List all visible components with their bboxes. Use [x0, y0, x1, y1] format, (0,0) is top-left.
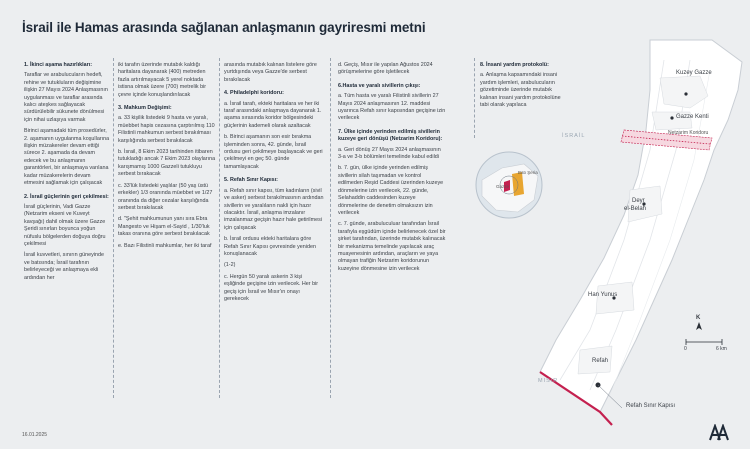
column-separator — [330, 58, 331, 398]
map-label-kuzey-gazze: Kuzey Gazze — [676, 70, 712, 76]
paragraph: c. 33'lük listedeki yaşlılar (50 yaş üstü erkekler) 1/3 oranında müebbet ve 1/27 oranında da diğer cezalar karşılığında serbest bırakılacak — [118, 182, 213, 211]
paragraph: b. Birinci aşamanın son esir bırakma işleminden sonra, 42. günde, İsrail ordusu geri çekilmeye başlayacak ve geri çekilmeyi en geç 50. günde tamamlayacak — [224, 134, 323, 170]
paragraph: a. Geri dönüş 27 Mayıs 2024 anlaşmasının 3-a ve 3-b bölümleri temelinde kabul edildi — [338, 146, 441, 161]
scale-label-6km: 6 km — [716, 346, 727, 352]
inset-label-gazze: Gazze — [496, 184, 510, 189]
section-heading: 2. İsrail güçlerinin geri çekilmesi: — [24, 193, 109, 200]
date-stamp: 16.01.2025 — [22, 432, 48, 438]
map-label-misir: MISIR — [538, 378, 559, 384]
section-heading: 5. Refah Sınır Kapısı: — [224, 177, 278, 184]
section-heading: 3. Mahkum Değişimi: — [118, 105, 172, 112]
paragraph: d. "Şehit mahkumunun yanı sıra Ebra Mangesto ve Hişam el-Sayid , 1/30'luk takas oranına göre serbest bırakılacak — [118, 216, 210, 238]
column-3 — [224, 62, 324, 307]
column-separator — [113, 58, 114, 398]
paragraph: b. 7. gün, ülke içinde yerinden edilmiş sivillerin silah taşımadan ve kontrol edilmeden Reşid Caddesi üzerinden kuzeye dönmelerine izin verilecek, 22. günde, Selahaddin caddesinden kuzeye dönmelerine de denetim olmaksızın izin verilecek — [338, 165, 444, 216]
paragraph: İsrail kuvvetleri, sınırın güneyinde ve batısında; İsrail tarafının belirleyeceği ve anlaşmaya ekli ardından her — [24, 252, 104, 281]
map-label-refah-kapisi: Refah Sınır Kapısı — [626, 403, 676, 409]
paragraph: İsrail güçlerinin, Vadi Gazze (Netzarim ekseni ve Kuveyt kavşağı) dahil olmak üzere Gazze Şeridi sınırları boyunca yoğun nüfuslu bölgelerden doğuya doğru çekilmesi — [24, 203, 106, 247]
gaza-strip-land — [540, 40, 742, 412]
section-heading: 4. Philadelphi koridoru: — [224, 90, 284, 97]
paragraph: a. İsrail tarafı, ekteki haritalara ve her iki taraf arasındaki anlaşmaya dayanarak 1. aşama sırasında koridor bölgesindeki güçlerinin kademeli olarak azaltacak — [224, 100, 322, 129]
section-heading: 7. Ülke içinde yerinden edilmiş sivillerin kuzeye geri dönüşü (Netzarim Koridoru): — [338, 128, 443, 143]
paragraph: e. Bazı Filistinli mahkumlar, her iki taraf — [118, 242, 212, 249]
map-label-refah: Refah — [592, 358, 609, 364]
north-arrow-icon — [696, 322, 702, 330]
paragraph: arasında mutabık kalınan listelere göre yurtdışında veya Gazze'de serbest bırakılacak — [224, 62, 317, 83]
paragraph: c. 7. günde, arabuluculuar tarafından İsrail tarafıyla eşgüdüm içinde belirlenecek özel bir şirket tarafından, üzerinde mutabık kalınacak bir mekanizma temelinde yapılacak araç muayenesinin ardından, araçların ve yaya olmayan trafiğin Netzarim koridorunun kuzeyine dönmesine izin verilecek — [338, 221, 446, 272]
column-separator — [219, 58, 220, 398]
column-5 — [480, 62, 568, 113]
paragraph: d. Geçiş, Mısır ile yapılan Ağustos 2024 görüşmelerine göre işletilecek — [338, 62, 433, 76]
paragraph: Birinci aşamadaki tüm prosedürler, 2. aşamanın uygulanma koşullarına ilişkin müzakereler devam ettiği sürece 2. aşamada da devam edecek ve bu anlaşmanın garantörleri, bir anlaşmaya varılana kadar müzakerelerin devam etmesini sağlamak için çalışacak — [24, 128, 110, 187]
section-heading: 1. İkinci aşama hazırlıkları: — [24, 62, 93, 68]
map-label-gazze-kenti: Gazze Kenti — [676, 114, 709, 120]
column-2 — [118, 62, 216, 254]
column-1 — [24, 62, 110, 286]
north-label: K — [696, 315, 701, 321]
paragraph: (1-2) — [224, 262, 236, 269]
paragraph: Taraflar ve arabulucuların hedefi, rehine ve tutukluların değişimine ilişkin 27 Mayıs 2024 Anlaşmasının uygulanması ve taraflar arasında kalıcı ateşkes sağlayacak sürdürülebilir sükunete dönülmesi için nihai uzlaşıya varmak — [24, 72, 108, 123]
paragraph: c. Hergün 50 yaralı askerin 3 kişi eşliğinde geçişine izin verilecek. Her bir geçiş için İsrail ve Mısır'ın onayı gerekecek — [224, 273, 319, 302]
paragraph: a. Tüm hasta ve yaralı Filistinli sivillerin 27 Mayıs 2024 anlaşmasının 12. maddesi uyarınca Refah sınır kapısından geçişine izin verilecek — [338, 93, 446, 122]
map-label-israil: İSRAİL — [562, 133, 586, 139]
map-label-han-yunus: Han Yunus — [588, 292, 618, 298]
page-title: İsrail ile Hamas arasında sağlanan anlaşmanın gayriresmi metni — [22, 20, 426, 35]
scale-label-0: 0 — [684, 346, 687, 352]
paragraph: a. Anlaşma kapsamındaki insani yardım işlemleri, arabulucuların gözetiminde üzerinde mutabık kalınan insani yardım protokolüne tabi olarak yapılaca — [480, 72, 561, 109]
map-label-deyr: Deyr — [632, 198, 645, 204]
aa-logo-icon — [708, 424, 730, 442]
paragraph: b. İsrail ordusu ekteki haritalara göre Refah Sınır Kapısı çevresinde yeniden konuşlanacak — [224, 236, 316, 257]
paragraph: b. İsrail, 8 Ekim 2023 tarihinden itibaren tutukladığı ancak 7 Ekim 2023 olaylarına karışmamış 1000 Gazzeli tutukluyu serbest bırakacak — [118, 149, 216, 178]
map-label-netzarim: Netzarim Koridoru — [668, 130, 709, 136]
paragraph: iki tarafın üzerinde mutabık kaldığı haritalara dayanarak (400) metreden fazla artırılmayacak 5 yerel noktada istisna olmak üzere (700) metrelik bir çevre içinde konuşlandırılacak — [118, 62, 207, 98]
map-label-el-belah: el-Belah — [624, 206, 647, 212]
paragraph: a. Refah sınır kapısı, tüm kadınların (sivil ve asker) serbest bırakılmasının ardından sivillerin ve yaralıların nakli için hazır olacaktır. İsrail, anlaşma imzalanır imzalanmaz geçişin hazır hale getirilmesi için çalışacak — [224, 187, 324, 231]
column-4 — [338, 62, 446, 277]
paragraph: a. 33 kişilik listedeki 9 hasta ve yaralı, müebbet hapis cezasına çarptırılmış 110 Filistinli mahkumun serbest bırakılması karşılığında serbest bırakılacak — [118, 115, 215, 144]
column-separator — [474, 58, 475, 138]
section-heading: 8. İnsani yardım protokolü: — [480, 62, 549, 68]
section-heading: 6.Hasta ve yaralı sivillerin çıkışı: — [338, 82, 421, 89]
inset-label-bati-seria: Batı Şeria — [518, 170, 538, 175]
